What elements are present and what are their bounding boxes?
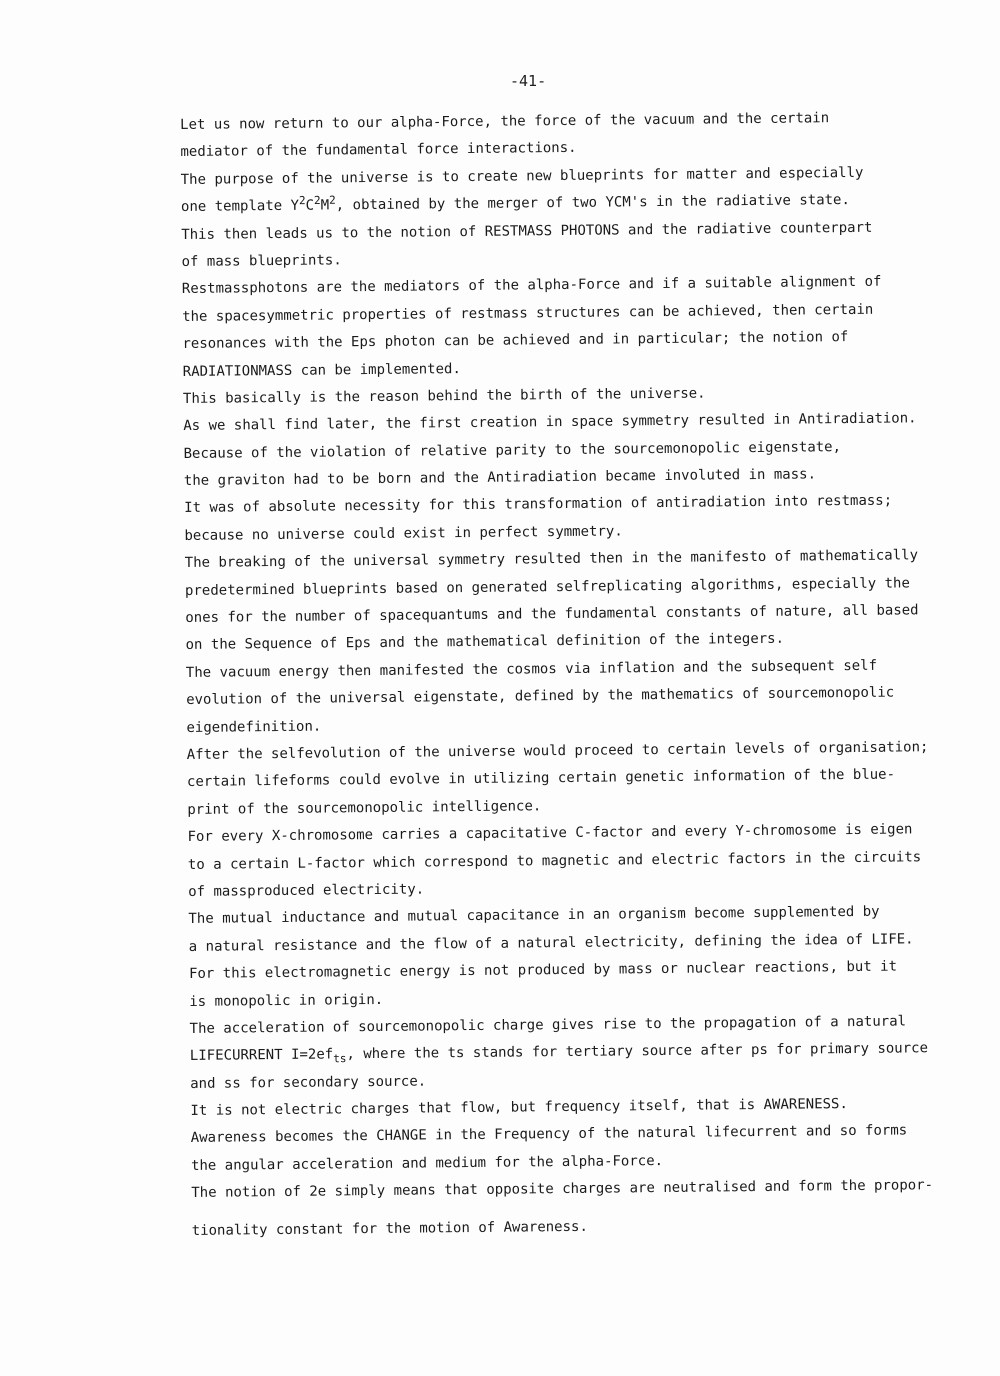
formula-m: M xyxy=(320,197,330,214)
text-line: Let us now return to our alpha-Force, the force of the vacuum and the certain xyxy=(180,110,830,133)
text-line: The notion of 2e simply means that opposite charges are neutralised and form the propor- xyxy=(191,1177,934,1202)
text-line: predetermined blueprints based on generated selfreplicating algorithms, especially the xyxy=(184,575,910,599)
text-line: tionality constant for the motion of Awareness. xyxy=(191,1218,588,1239)
text-line: This then leads us to the notion of RESTMASS PHOTONS and the radiative counterpart xyxy=(181,219,873,243)
text-line: The breaking of the universal symmetry resulted then in the manifesto of mathematically xyxy=(184,547,919,572)
text-line: For every X-chromosome carries a capacitative C-factor and every Y-chromosome is eigen xyxy=(187,821,913,846)
text-line: Awareness becomes the CHANGE in the Frequency of the natural lifecurrent and so forms xyxy=(190,1122,908,1147)
body-text xyxy=(180,104,962,1245)
page-number: -41- xyxy=(510,72,547,90)
text-line: As we shall find later, the first creation in space symmetry resulted in Antiradiation. xyxy=(183,410,917,435)
text-line: evolution of the universal eigenstate, defined by the mathematics of sourcemonopolic xyxy=(186,684,895,709)
text-line: print of the sourcemonopolic intelligence. xyxy=(187,798,542,818)
text-line: This basically is the reason behind the birth of the universe. xyxy=(182,385,706,407)
text-line: resonances with the Eps photon can be achieved and in particular; the notion of xyxy=(182,329,849,353)
lifecurrent-rest: , where the ts stands for tertiary source after ps for primary source xyxy=(346,1040,929,1063)
text-line: because no universe could exist in perfect symmetry. xyxy=(184,523,623,544)
text-line: For this electromagnetic energy is not produced by mass or nuclear reactions, but it xyxy=(188,958,898,983)
lifecurrent-lead: LIFECURRENT I=2ef xyxy=(189,1046,334,1065)
formula-y-exponent: 2 xyxy=(298,194,306,208)
text-line: to a certain L-factor which correspond to magnetic and electric factors in the circuits xyxy=(187,848,922,873)
text-line: The mutual inductance and mutual capacitance in an organism become supplemented by xyxy=(188,904,880,928)
text-line: ones for the number of spacequantums and the fundamental constants of nature, all based xyxy=(185,602,919,627)
text-line: certain lifeforms could evolve in utilizing certain genetic information of the blue- xyxy=(186,766,896,791)
formula-lead: one template xyxy=(180,198,291,216)
text-line: of mass blueprints. xyxy=(181,252,342,270)
formula-c: C xyxy=(305,197,315,214)
text-line: the angular acceleration and medium for the alpha-Force. xyxy=(190,1152,664,1174)
text-line: Restmassphotons are the mediators of the alpha-Force and if a suitable alignment of xyxy=(181,274,882,298)
text-line: the spacesymmetric properties of restmass structures can be achieved, then certain xyxy=(182,301,874,325)
text-line: RADIATIONMASS can be implemented. xyxy=(182,360,461,380)
text-line: The vacuum energy then manifested the cosmos via inflation and the subsequent self xyxy=(185,657,878,681)
formula-c-exponent: 2 xyxy=(313,194,321,208)
text-line: The purpose of the universe is to create new blueprints for matter and especially xyxy=(180,164,864,188)
text-line: It is not electric charges that flow, but frequency itself, that is AWARENESS. xyxy=(190,1096,848,1120)
formula-rest: , obtained by the merger of two YCM's in the radiative state. xyxy=(335,192,850,214)
text-line: eigendefinition. xyxy=(186,718,322,736)
text-line: on the Sequence of Eps and the mathematical definition of the integers. xyxy=(185,631,785,654)
text-line: mediator of the fundamental force interactions. xyxy=(180,140,577,161)
lifecurrent-subscript: ts xyxy=(333,1052,347,1066)
formula-y: Y xyxy=(290,197,300,215)
text-line: a natural resistance and the flow of a natural electricity, defining the idea of LIFE. xyxy=(188,931,914,955)
text-line: of massproduced electricity. xyxy=(188,881,425,900)
text-line: the graviton had to be born and the Antiradiation became involuted in mass. xyxy=(183,466,817,490)
text-line: After the selfevolution of the universe would proceed to certain levels of organisation; xyxy=(186,739,929,763)
text-line: Because of the violation of relative parity to the sourcemonopolic eigenstate, xyxy=(183,438,842,462)
text-line: and ss for secondary source. xyxy=(190,1073,427,1092)
text-line: The acceleration of sourcemonopolic charge gives rise to the propagation of a natural xyxy=(189,1013,907,1037)
formula-m-exponent: 2 xyxy=(329,193,336,207)
text-line: It was of absolute necessity for this transformation of antiradiation into restmass; xyxy=(184,493,893,517)
text-line: is monopolic in origin. xyxy=(189,991,384,1010)
